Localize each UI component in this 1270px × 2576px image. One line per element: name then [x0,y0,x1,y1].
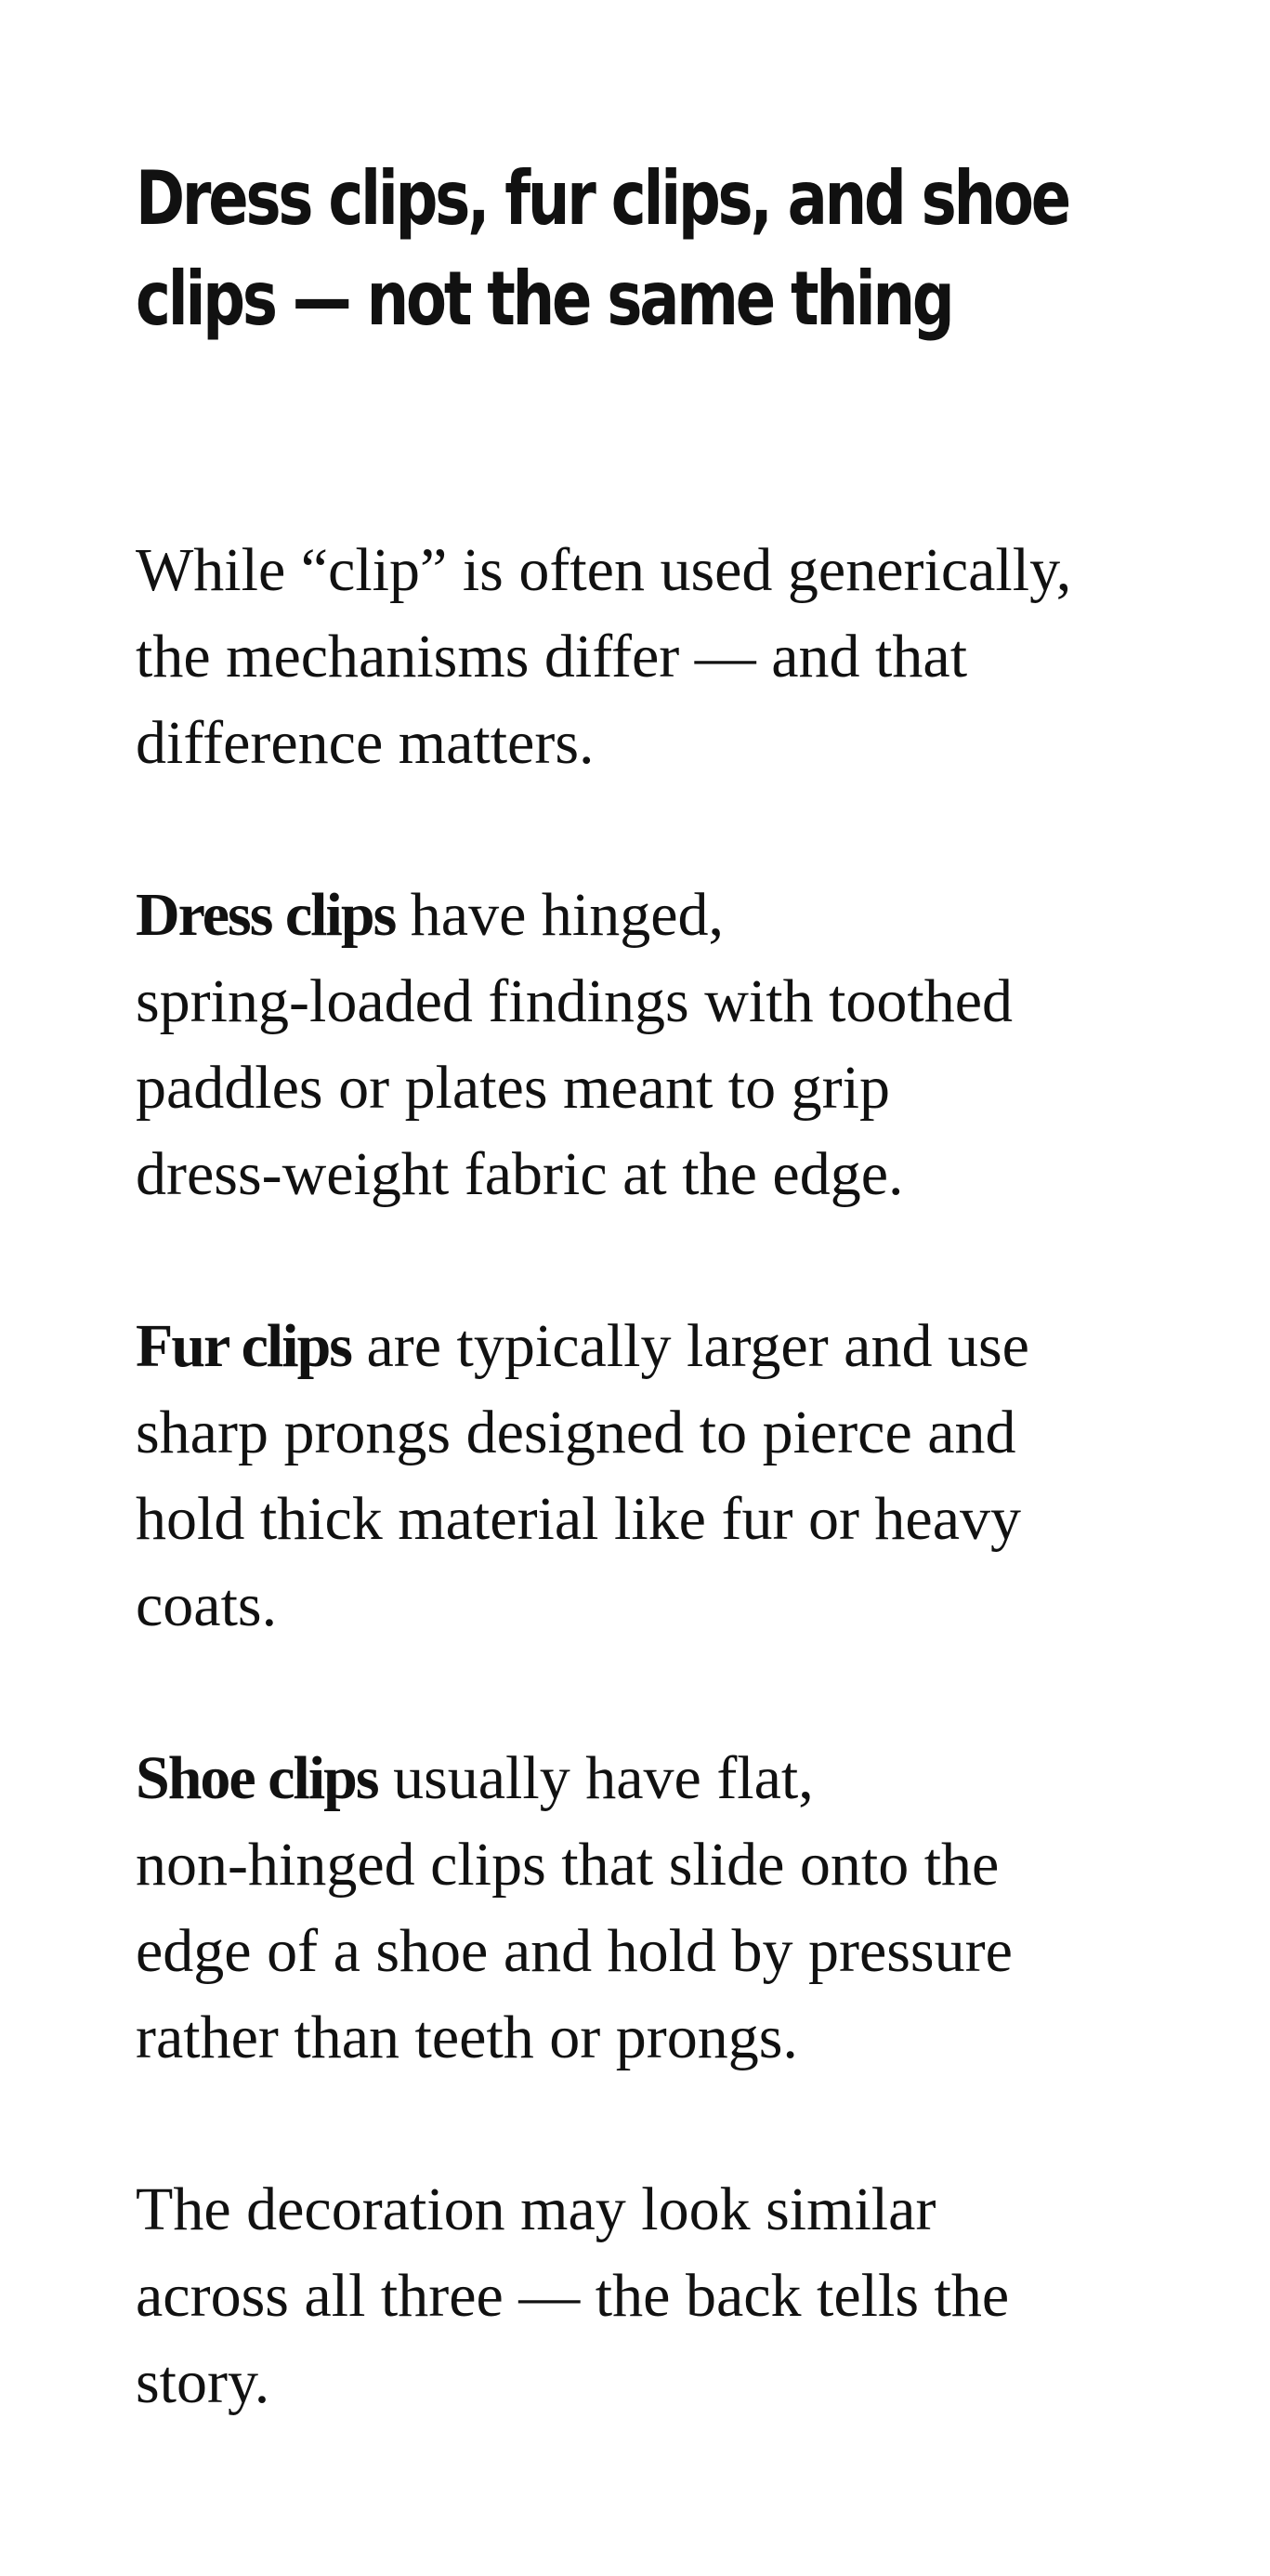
intro-line-2: the mechanisms differ — and that [136,623,968,690]
intro-line-1: While “clip” is often used generically, [136,536,1072,604]
fur-line-1: are typically larger and use [350,1312,1029,1380]
fur-clips-term: Fur clips [136,1312,351,1380]
dress-line-1: have hinged, [395,881,725,949]
shoe-line-3: edge of a shoe and hold by pressure [136,1917,1013,1985]
closing-line-1: The decoration may look similar [136,2175,936,2243]
shoe-clips-paragraph [136,1735,1204,2081]
fur-line-3: hold thick material like fur or heavy [136,1485,1022,1553]
dress-line-3: paddles or plates meant to grip [136,1054,890,1122]
closing-line-2: across all three — the back tells the [136,2262,1010,2330]
fur-line-2: sharp prongs designed to pierce and [136,1399,1016,1466]
shoe-line-2: non-hinged clips that slide onto the [136,1831,1000,1899]
dress-line-2: spring-loaded findings with toothed [136,967,1014,1035]
title-line-1: Dress clips, fur clips, and shoe [136,155,1068,242]
fur-clips-paragraph [136,1303,1204,1649]
intro-line-3: difference matters. [136,709,595,777]
closing-line-3: story. [136,2348,270,2416]
dress-clips-term: Dress clips [136,881,396,949]
dress-line-4: dress-weight fabric at the edge. [136,1140,904,1208]
shoe-line-1: usually have flat, [377,1744,814,1812]
title-line-2: clips — not the same thing [136,256,952,342]
page-title [136,149,1068,349]
fur-line-4: coats. [136,1571,278,1639]
intro-paragraph [136,527,1204,786]
closing-paragraph [136,2166,1204,2425]
shoe-line-4: rather than teeth or prongs. [136,2004,798,2071]
dress-clips-paragraph [136,872,1204,1217]
shoe-clips-term: Shoe clips [136,1744,378,1812]
